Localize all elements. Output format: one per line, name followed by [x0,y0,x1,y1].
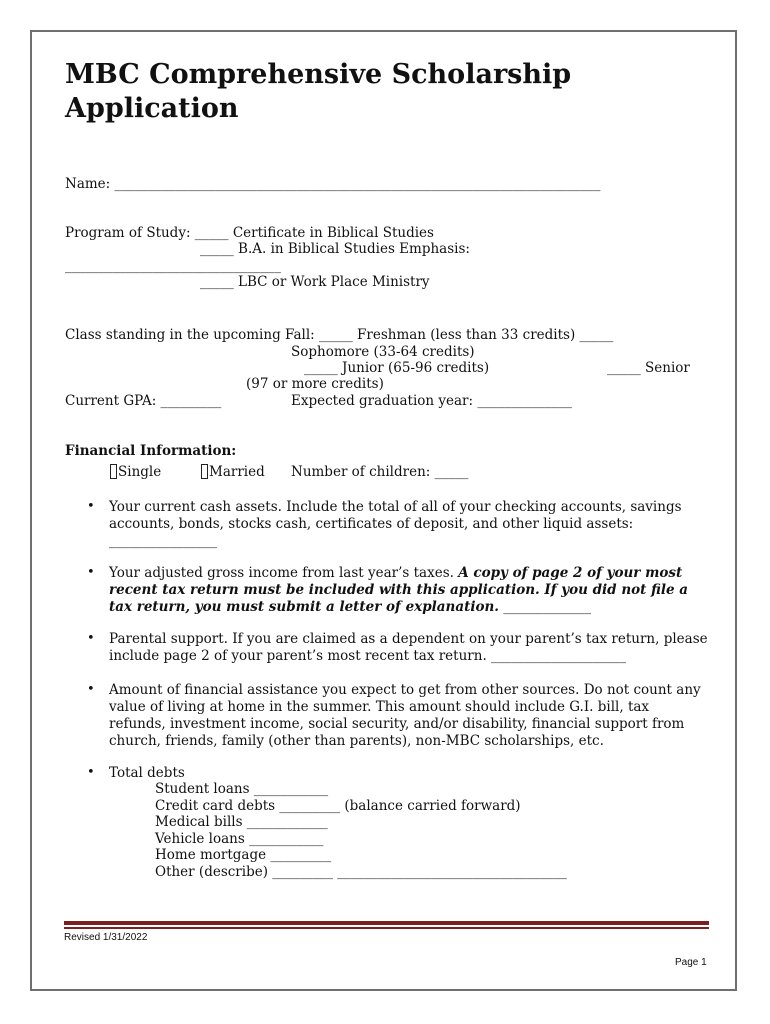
financial-heading: Financial Information: [65,443,237,459]
senior-credits: (97 or more credits) [246,376,384,392]
home-mortgage-field[interactable]: Home mortgage _________ [155,847,332,863]
revised-date: Revised 1/31/2022 [64,932,148,943]
single-option[interactable]: Single [110,464,161,481]
gpa-field[interactable]: Current GPA: _________ [65,393,222,409]
tax-return-instruction: A copy of page 2 of your most recent tax return must be included with this application. If you did not file a tax return, you must submit a letter of explanation. [109,565,689,615]
single-checkbox[interactable] [110,464,117,479]
cash-assets-blank[interactable]: ________________ [109,533,217,549]
married-option[interactable]: Married [201,464,265,481]
class-standing-line[interactable]: Class standing in the upcoming Fall: _____ Freshman (less than 33 credits) _____ [65,327,614,343]
bullet-icon: • [87,682,95,697]
emphasis-blank[interactable]: ________________________________ [65,258,281,274]
footer-divider-thin [64,927,709,929]
bullet-icon: • [87,565,95,580]
medical-bills-field[interactable]: Medical bills ____________ [155,814,328,830]
bullet-icon: • [87,765,95,780]
credit-card-field[interactable]: Credit card debts _________ (balance carried forward) [155,798,521,814]
footer-divider [64,921,709,925]
bullet-icon: • [87,499,95,514]
bullet-icon: • [87,631,95,646]
children-field[interactable]: Number of children: _____ [291,464,469,480]
total-debts-label: Total debts [109,765,185,781]
sophomore-option: Sophomore (33-64 credits) [291,344,475,360]
page-number: Page 1 [675,957,707,968]
junior-option[interactable]: _____ Junior (65-96 credits) [304,360,490,376]
parental-support-item[interactable]: Parental support. If you are claimed as a dependent on your parent’s tax return, please include page 2 of your parent’s most recent tax return. ____________________ [109,631,708,664]
graduation-year-field[interactable]: Expected graduation year: ______________ [291,393,572,409]
program-certificate-line[interactable]: Program of Study: _____ Certificate in Biblical Studies [65,225,434,241]
page-title: MBC Comprehensive Scholarship Application [65,59,572,124]
gross-income-blank[interactable]: _____________ [503,599,592,615]
married-checkbox[interactable] [201,464,208,479]
financial-assistance-item[interactable]: Amount of financial assistance you expect to get from other sources. Do not count any value of living at home in the summer. This amount should include G.I. bill, tax refunds, investment income, social security, and/or disability, financial support from church, friends, family (other than parents), non-MBC scholarships, etc. [109,682,701,749]
program-ba-line[interactable]: _____ B.A. in Biblical Studies Emphasis: [200,241,470,257]
name-field[interactable]: Name: ________________________________________________________________________ [65,176,601,192]
gross-income-item[interactable]: Your adjusted gross income from last year’s taxes. A copy of page 2 of your most recent tax return must be included with this application. If you did not file a tax return, you must submit a letter of explanation. _____________ [109,565,689,615]
cash-assets-item[interactable]: Your current cash assets. Include the total of all of your checking accounts, savings accounts, bonds, stocks cash, certificates of deposit, and other liquid assets: ________________ [109,499,682,549]
vehicle-loans-field[interactable]: Vehicle loans ___________ [155,831,324,847]
document-page [30,30,737,991]
student-loans-field[interactable]: Student loans ___________ [155,781,329,797]
program-lbc-line[interactable]: _____ LBC or Work Place Ministry [200,274,430,290]
other-debts-field[interactable]: Other (describe) _________ __________________________________ [155,864,567,880]
senior-option[interactable]: _____ Senior [607,360,690,376]
